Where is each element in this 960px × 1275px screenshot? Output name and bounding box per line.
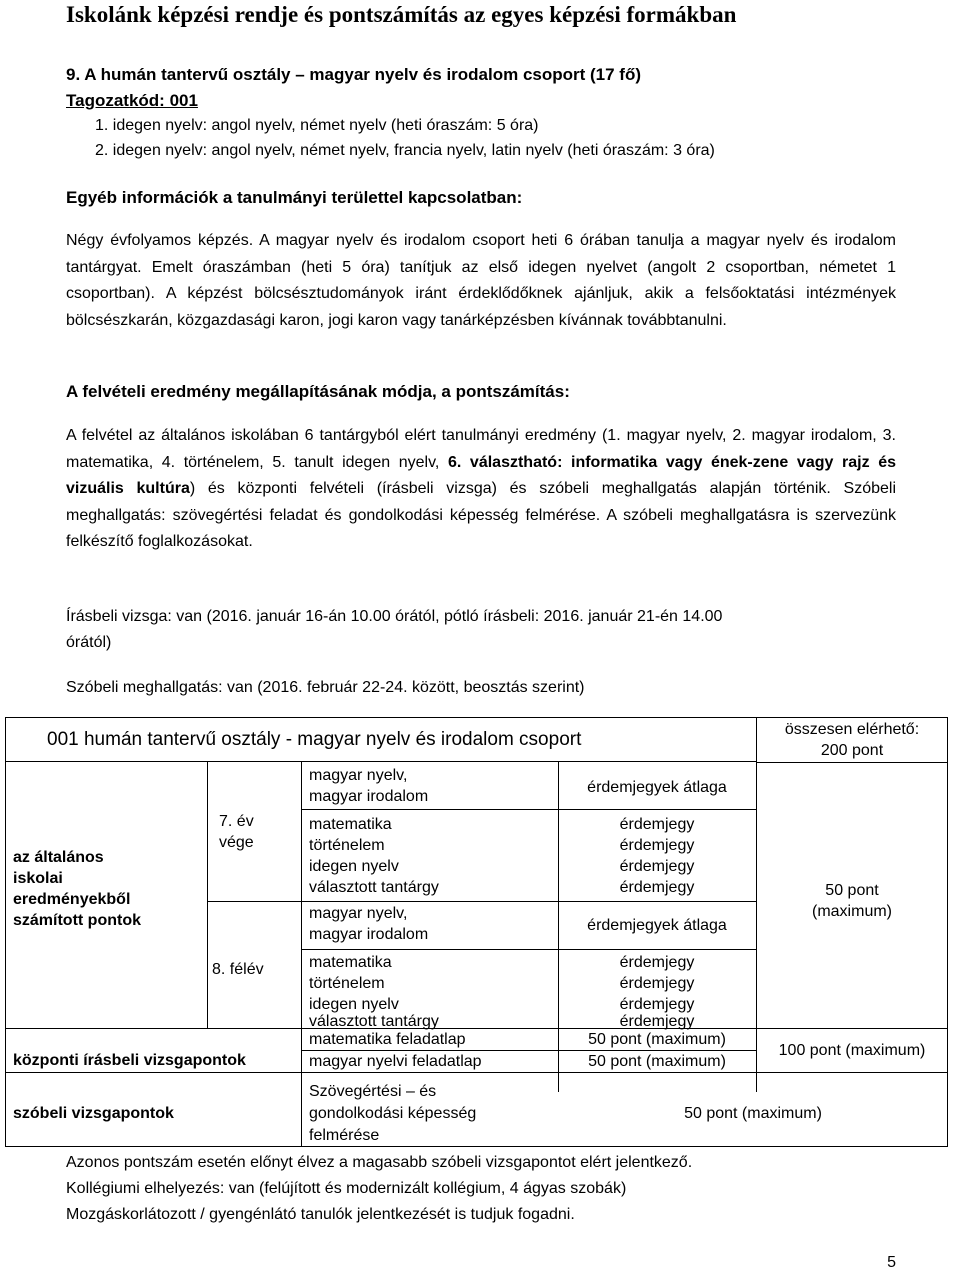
central-task-hun: magyar nyelvi feladatlap — [309, 1053, 482, 1070]
admission-elective: 6. választható: informatika vagy ének-zene vagy rajz és vizuális kultúra — [66, 453, 897, 497]
subject-hun-1: magyar nyelv, — [309, 767, 408, 784]
table-borders — [5, 717, 948, 1147]
page-header: Iskolánk képzési rendje és pontszámítás az egyes képzési formákban — [66, 2, 737, 27]
oral-exam-line: Szóbeli meghallgatás: van (2016. február 22-24. között, beosztás szerint) — [66, 679, 585, 696]
subject-language: idegen nyelv — [309, 996, 399, 1013]
value-grade: érdemjegy — [619, 996, 695, 1013]
grade7-line2: vége — [219, 834, 254, 851]
info-paragraph: Négy évfolyamos képzés. A magyar nyelv és irodalom csoport heti 6 órában tanulja a magyar nyelv és irodalom tantárgyat. Emelt óraszámban (heti 5 óra) tanítjuk az első idegen nyelvet (angolt 2 csoportban, németet 1 csoportban). A képzést bölcsésztudományok iránt érdeklődőknek ajánljuk, akik a felsőoktatási intézmények bölcsészkarán, közgazdasági karon, jogi karon vagy tanárképzésben kívánnak továbbtanulni. — [66, 232, 896, 329]
language-item-1: 1. idegen nyelv: angol nyelv, német nyelv (heti óraszám: 5 óra) — [95, 117, 539, 134]
value-grade: érdemjegy — [619, 816, 695, 833]
page-number: 5 — [887, 1254, 896, 1271]
subject-hun-2: magyar irodalom — [309, 788, 429, 805]
central-points-math: 50 pont (maximum) — [588, 1031, 726, 1048]
subject-elective: választott tantárgy — [309, 879, 439, 896]
subject-language: idegen nyelv — [309, 858, 399, 875]
school-label-2: iskolai — [13, 870, 63, 887]
oral-task-3: felmérése — [309, 1127, 380, 1144]
value-grade: érdemjegy — [619, 858, 695, 875]
subject-history: történelem — [309, 975, 385, 992]
subject-elective: választott tantárgy — [309, 1013, 439, 1030]
admission-heading: A felvételi eredmény megállapításának módja, a pontszámítás: — [66, 382, 570, 401]
school-label-1: az általános — [13, 849, 104, 866]
scoring-table — [5, 717, 948, 1147]
table-frame — [6, 718, 948, 1147]
grade8-label: 8. félév — [212, 961, 264, 978]
subject-math: matematika — [309, 954, 392, 971]
total-value: 200 pont — [820, 742, 884, 759]
table-title: 001 humán tantervű osztály - magyar nyelv és irodalom csoport — [47, 729, 582, 750]
value-grade: érdemjegy — [619, 954, 695, 971]
school-max-2: (maximum) — [812, 903, 892, 920]
note-disability: Mozgáskorlátozott / gyengénlátó tanulók jelentkezését is tudjuk fogadni. — [66, 1206, 575, 1223]
note-dormitory: Kollégiumi elhelyezés: van (felújított és modernizált kollégium, 4 ágyas szobák) — [66, 1180, 627, 1197]
value-grade: érdemjegy — [619, 1013, 695, 1030]
value-grade: érdemjegy — [619, 975, 695, 992]
section-code: Tagozatkód: 001 — [66, 91, 198, 110]
central-task-math: matematika feladatlap — [309, 1031, 466, 1048]
central-label: központi írásbeli vizsgapontok — [13, 1052, 246, 1069]
value-average: érdemjegyek átlaga — [587, 917, 727, 934]
section-title: 9. A humán tantervű osztály – magyar nyelv és irodalom csoport (17 fő) — [66, 65, 642, 84]
school-label-4: számított pontok — [13, 912, 141, 929]
admission-text-2: ) és központi felvételi (írásbeli vizsga) és szóbeli meghallgatás alapján történik. Szóbeli meghallgatás: szövegértési feladat és gondolkodási képesség felmérése. A szóbeli meghallgatásra is szervezünk felkészítő foglalkozásokat. — [66, 480, 897, 550]
info-heading: Egyéb információk a tanulmányi területtel kapcsolatban: — [66, 188, 523, 207]
central-total: 100 pont (maximum) — [778, 1042, 926, 1059]
school-max-1: 50 pont — [825, 882, 879, 899]
oral-points: 50 pont (maximum) — [684, 1105, 822, 1122]
value-grade: érdemjegy — [619, 879, 695, 896]
value-average: érdemjegyek átlaga — [587, 779, 727, 796]
oral-task-1: Szövegértési – és — [309, 1083, 437, 1100]
written-exam-line2: órától) — [66, 634, 112, 651]
oral-task-2: gondolkodási képesség — [309, 1105, 477, 1122]
subject-math: matematika — [309, 816, 392, 833]
subject-history: történelem — [309, 837, 385, 854]
language-item-2: 2. idegen nyelv: angol nyelv, német nyelv, francia nyelv, latin nyelv (heti óraszám: 3 óra) — [95, 142, 715, 159]
central-points-hun: 50 pont (maximum) — [588, 1053, 726, 1070]
note-equal-score: Azonos pontszám esetén előnyt élvez a magasabb szóbeli vizsgapontot elért jelentkező. — [66, 1154, 693, 1171]
oral-label: szóbeli vizsgapontok — [13, 1105, 174, 1122]
total-label: összesen elérhető: — [784, 721, 920, 738]
subject-hun-2: magyar irodalom — [309, 926, 429, 943]
grade7-line1: 7. év — [219, 813, 254, 830]
admission-text-1: A felvétel az általános iskolában 6 tantárgyból elért tanulmányi eredmény (1. magyar nyelv, 2. magyar irodalom, 3. matematika, 4. történelem, 5. tanult idegen nyelv, — [66, 427, 896, 471]
admission-paragraph — [66, 423, 896, 556]
school-label-3: eredményekből — [13, 891, 131, 908]
written-exam-line1: Írásbeli vizsga: van (2016. január 16-án 10.00 órától, pótló írásbeli: 2016. január 21-én 14.00 — [66, 608, 723, 625]
value-grade: érdemjegy — [619, 837, 695, 854]
subject-hun-1: magyar nyelv, — [309, 905, 408, 922]
